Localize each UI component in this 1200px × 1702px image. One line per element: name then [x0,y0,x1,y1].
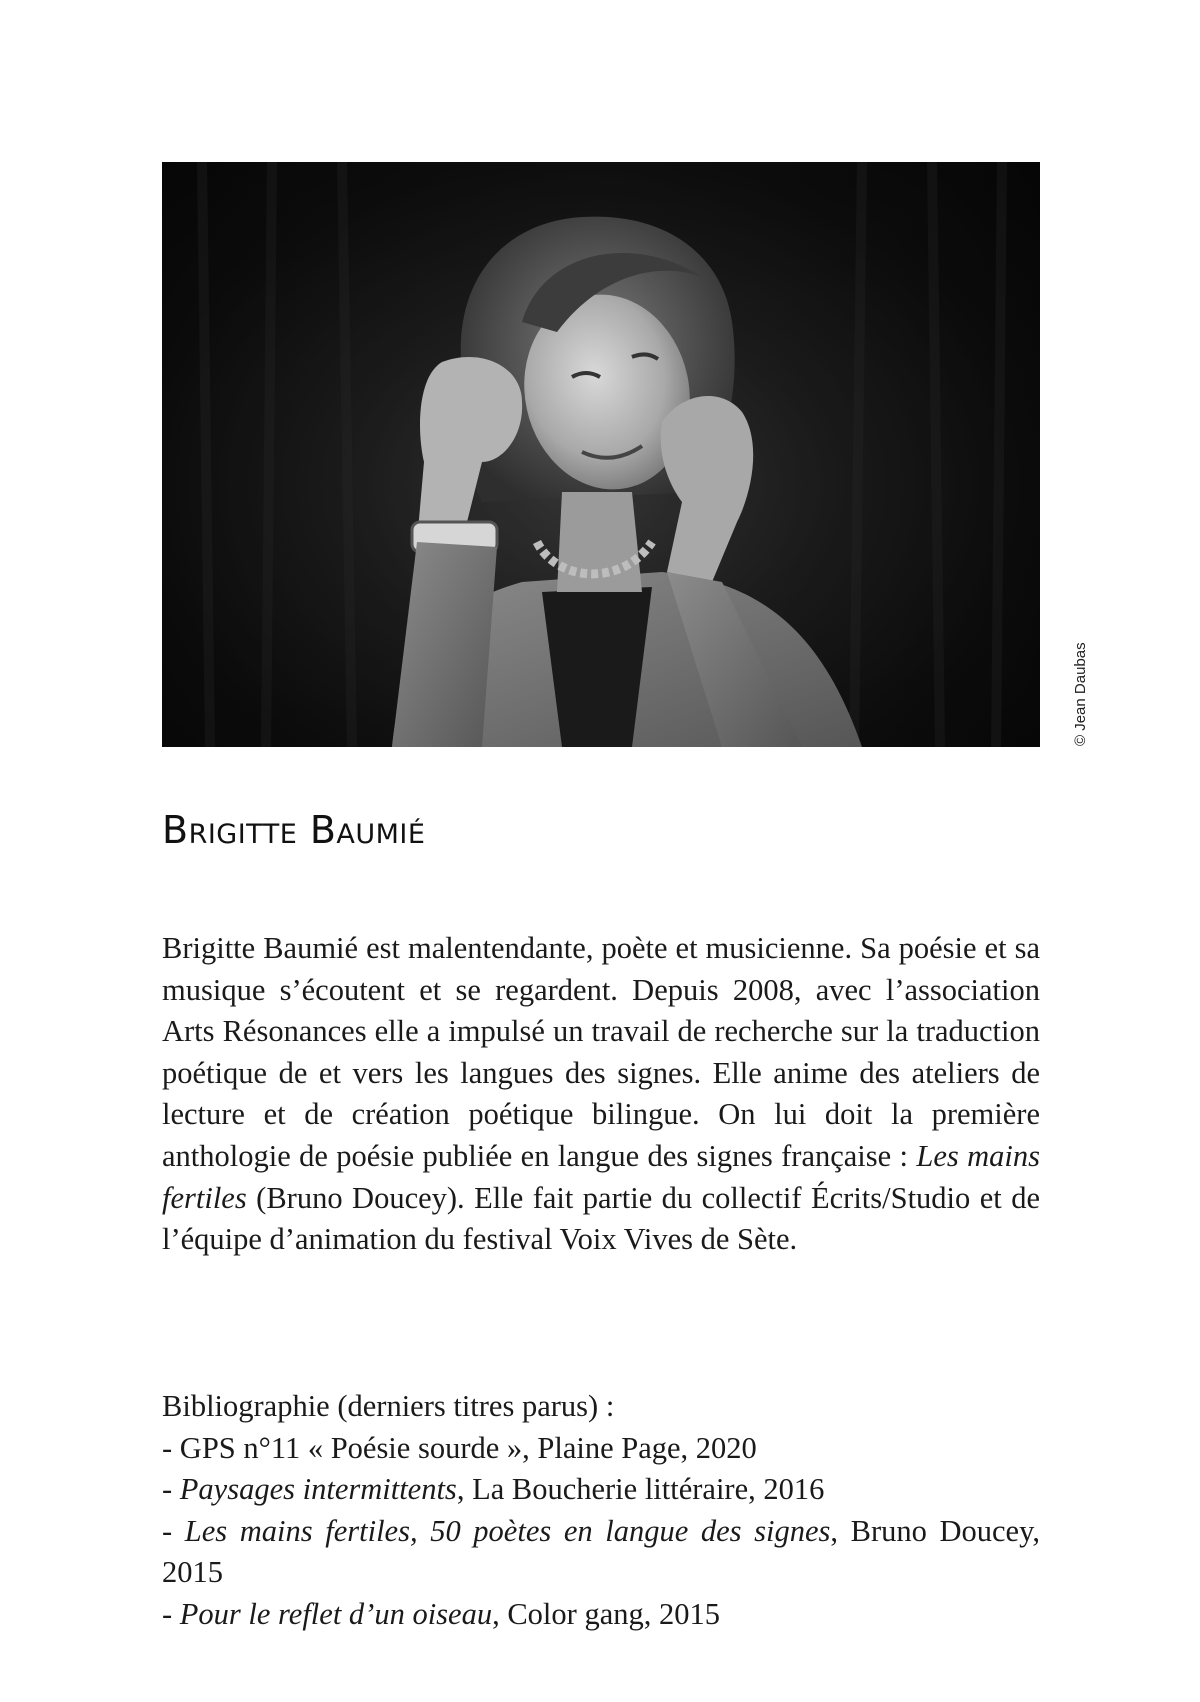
bibliography-heading: Bibliographie (derniers titres parus) : [162,1389,615,1423]
bibliography-item-details: GPS n°11 « Poésie sourde », Plaine Page, 2020 [179,1430,757,1465]
bibliography-item-details: , Bruno Doucey, [830,1513,1040,1548]
bibliography-item-dash: - [162,1430,180,1465]
bibliography-item [162,1594,1040,1636]
bibliography-item-dash: - [162,1472,180,1507]
bibliography-item [162,1469,1040,1511]
author-biography [162,928,1040,1261]
bio-book-title: Les mains fertiles [162,1138,1040,1215]
bibliography-item-dash: - [162,1513,185,1548]
bibliography-item-title: Pour le reflet d’un oiseau [179,1596,493,1631]
bio-text-start: Brigitte Baumié est malentendante, poète et musicienne. Sa poésie et sa musique s’écoutent et se regardent. Depuis 2008, avec l’association Arts Résonances elle a impulsé un travail de recherche sur la traduction poétique de et vers les langues des signes. Elle anime des ateliers de lecture et de création poétique bilingue. On lui doit la première anthologie de poésie publiée en langue des signes française : [162,931,1040,1173]
author-portrait-photo [162,162,1040,747]
bibliography-item-dash: - [162,1596,180,1631]
bibliography-item-details: , Color gang, 2015 [492,1596,720,1631]
bio-text-end: (Bruno Doucey). Elle fait partie du collectif Écrits/Studio et de l’équipe d’animation du festival Voix Vives de Sète. [162,1180,1040,1257]
bibliography-item-details: 2015 [162,1555,223,1590]
bibliography-item-details: , La Boucherie littéraire, 2016 [456,1472,825,1507]
author-name-heading: Brigitte Baumié [162,808,426,852]
bibliography-item-continuation [162,1552,1040,1594]
bibliography-item-title: Paysages intermittents [179,1472,457,1507]
portrait-illustration [162,162,1040,747]
bibliography-item [162,1511,1040,1553]
bibliography-item-title: Les mains fertiles, 50 poètes en langue des signes [184,1513,831,1548]
bibliography [162,1386,1040,1636]
photo-credit: © Jean Daubas [1072,642,1089,746]
bibliography-item [162,1428,1040,1470]
